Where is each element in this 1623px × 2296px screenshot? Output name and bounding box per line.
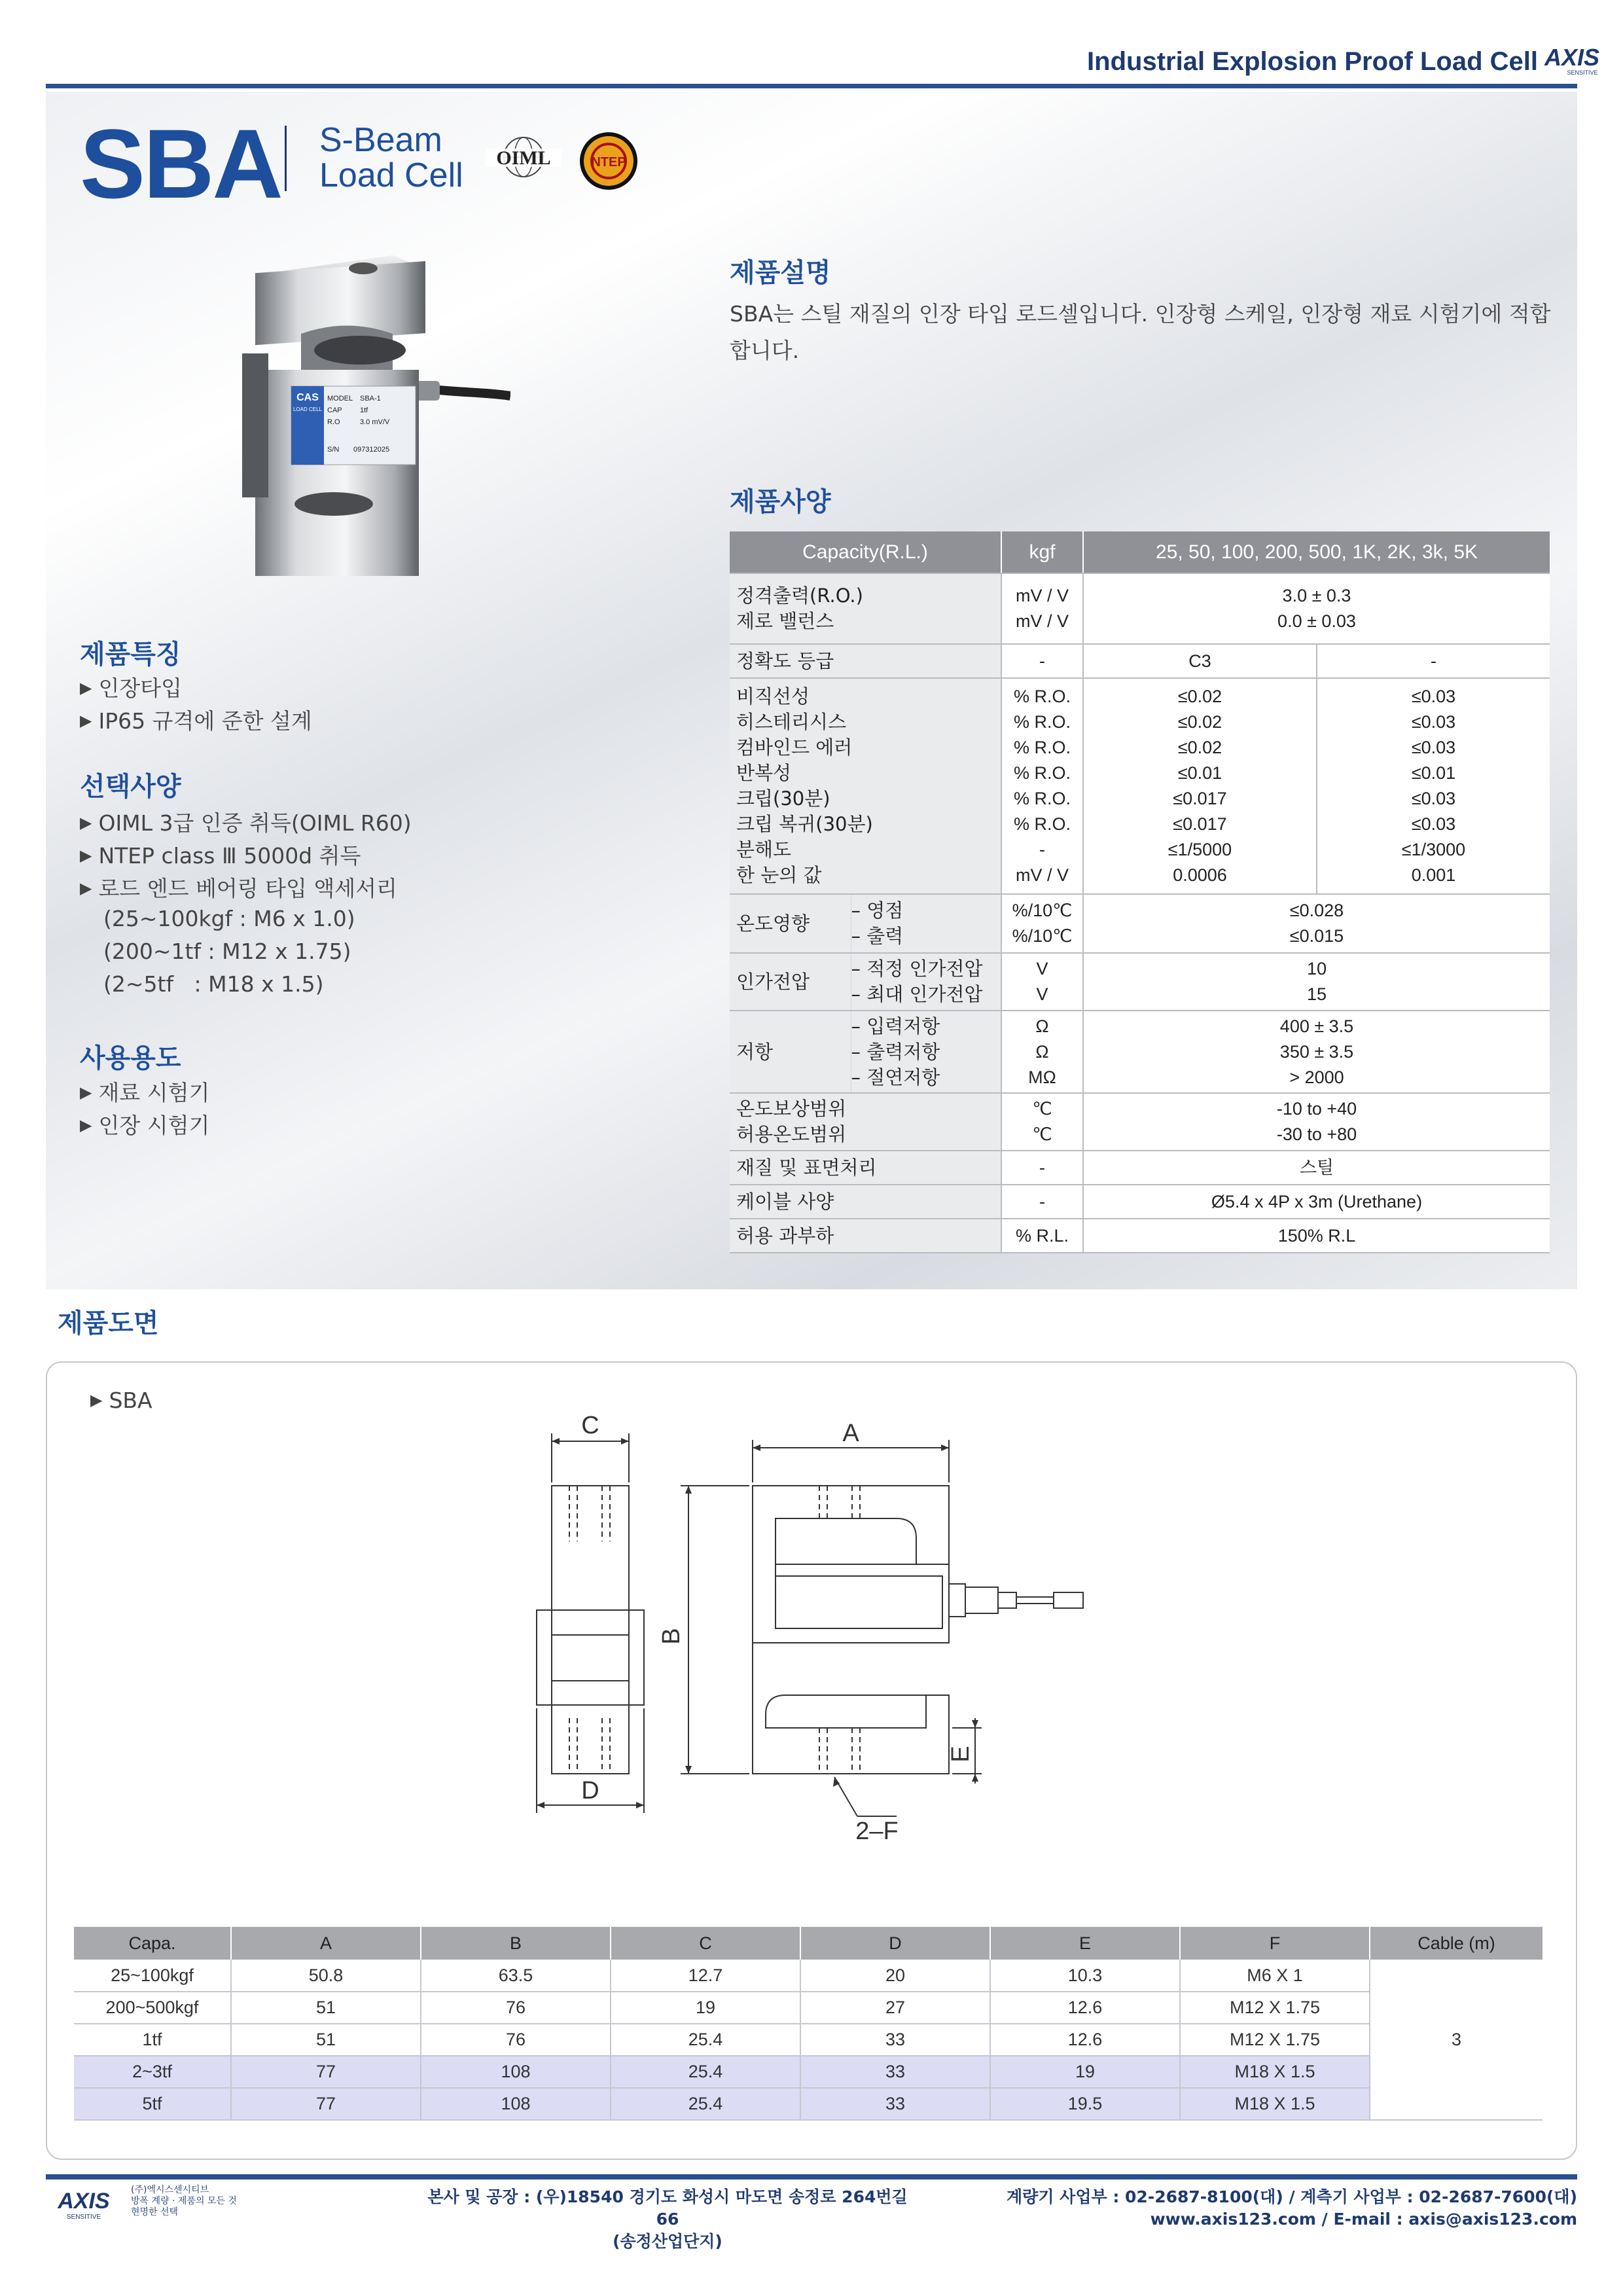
spec-sublabel: – 영점 – 출력 <box>851 894 1001 953</box>
dim-c-label: C <box>581 1412 599 1439</box>
dim-header: F <box>1180 1927 1370 1960</box>
spec-unit: %/10℃ %/10℃ <box>1001 894 1083 953</box>
dim-cell: 77 <box>231 2088 421 2120</box>
spec-unit: V V <box>1001 953 1083 1011</box>
spec-value: 400 ± 3.5 350 ± 3.5 > 2000 <box>1083 1011 1550 1093</box>
oiml-logo <box>484 131 563 183</box>
spec-label: 저항 <box>730 1011 851 1093</box>
dim-cell: 20 <box>800 1960 990 1992</box>
spec-label: 정격출력(R.O.) 제로 밸런스 <box>730 573 1001 644</box>
dim-cell: 50.8 <box>231 1960 421 1992</box>
dim-a-label: A <box>842 1420 859 1447</box>
spec-label: 정확도 등급 <box>730 644 1001 678</box>
dim-header: B <box>421 1927 611 1960</box>
dim-row <box>74 2056 1543 2088</box>
spec-sublabel: – 입력저항 – 출력저항 – 절연저항 <box>851 1011 1001 1093</box>
spec-heading: 제품사양 <box>730 487 831 517</box>
spec-value: Ø5.4 x 4P x 3m (Urethane) <box>1083 1185 1550 1219</box>
dim-cell: 12.6 <box>990 1992 1180 2024</box>
option-item: ▶ NTEP class Ⅲ 5000d 취득 <box>80 843 361 869</box>
option-subitem: (2~5tf : M18 x 1.5) <box>103 971 324 997</box>
description-text: SBA는 스틸 재질의 인장 타입 로드셀입니다. 인장형 스케일, 인장형 재료 시험기에 적합합니다. <box>730 301 1551 363</box>
oiml-logo-text: OIML <box>496 147 551 169</box>
footer-logo-sub: SENSITIVE <box>66 2214 101 2221</box>
photo-label-cap-val: 1tf <box>360 406 368 414</box>
spec-unit: - <box>1001 1185 1083 1219</box>
top-rule <box>46 84 1577 88</box>
spec-value: C3 <box>1083 644 1317 678</box>
spec-sublabel: – 적정 인가전압 – 최대 인가전압 <box>851 953 1001 1011</box>
spec-value: ≤0.028 ≤0.015 <box>1083 894 1550 953</box>
spec-label: 허용 과부하 <box>730 1219 1001 1253</box>
dim-cell: 33 <box>800 2088 990 2120</box>
dim-cell: 77 <box>231 2056 421 2088</box>
product-photo <box>229 255 510 589</box>
spec-value: -10 to +40 -30 to +80 <box>1083 1093 1550 1151</box>
spec-row <box>730 678 1550 894</box>
spec-header-capacity: Capacity(R.L.) <box>730 531 1001 573</box>
photo-label-sn-key: S/N <box>327 446 340 454</box>
subtitle-line2: Load Cell <box>319 156 463 194</box>
axis-logo-sub: SENSITIVE <box>1567 69 1598 76</box>
dim-cell: 63.5 <box>421 1960 611 1992</box>
ntep-logo <box>577 130 640 192</box>
dim-cell: 19 <box>990 2056 1180 2088</box>
spec-unit: ℃ ℃ <box>1001 1093 1083 1151</box>
options-heading: 선택사양 <box>80 772 181 802</box>
dimension-table <box>74 1927 1543 2121</box>
dim-cell: 76 <box>421 1992 611 2024</box>
dim-cell: 51 <box>231 2024 421 2056</box>
dim-cell: 27 <box>800 1992 990 2024</box>
feature-item: ▶ IP65 규격에 준한 설계 <box>80 708 312 734</box>
footer-axis-logo <box>46 2186 124 2225</box>
spec-row <box>730 1093 1550 1151</box>
title-divider <box>285 126 287 191</box>
dim-cell: 10.3 <box>990 1960 1180 1992</box>
spec-row <box>730 573 1550 644</box>
dim-header: Cable (m) <box>1370 1927 1543 1960</box>
spec-row <box>730 1151 1550 1185</box>
dim-cell: M6 X 1 <box>1180 1960 1370 1992</box>
spec-value: 10 15 <box>1083 953 1550 1011</box>
spec-unit: Ω Ω MΩ <box>1001 1011 1083 1093</box>
usage-heading: 사용용도 <box>80 1043 181 1073</box>
dim-header: C <box>611 1927 800 1960</box>
triangle-bullet-icon: ▶ <box>80 879 92 897</box>
photo-label-sn-val: 097312025 <box>353 446 390 454</box>
triangle-bullet-icon: ▶ <box>80 711 92 730</box>
spec-label: 인가전압 <box>730 953 851 1011</box>
spec-unit: % R.L. <box>1001 1219 1083 1253</box>
ntep-logo-text: NTEP <box>591 155 626 170</box>
dim-cell: 19 <box>611 1992 800 2024</box>
dim-cell: 25.4 <box>611 2088 800 2120</box>
spec-value: 3.0 ± 0.3 0.0 ± 0.03 <box>1083 573 1550 644</box>
dim-cell: 25.4 <box>611 2024 800 2056</box>
spec-row <box>730 1219 1550 1253</box>
dim-f-label: 2–F <box>855 1818 899 1845</box>
dim-cell: 51 <box>231 1992 421 2024</box>
feature-item: ▶ 인장타입 <box>80 675 182 701</box>
drawing-label: ▶ SBA <box>90 1388 152 1413</box>
dim-e-label: E <box>947 1746 974 1763</box>
spec-value: 150% R.L <box>1083 1219 1550 1253</box>
company-tagline: 방폭 계량 · 제품의 모든 것 <box>131 2196 237 2206</box>
dim-header: A <box>231 1927 421 1960</box>
dim-cell: 108 <box>421 2056 611 2088</box>
spec-header-unit: kgf <box>1001 531 1083 573</box>
web-email-line[interactable]: www.axis123.com / E-mail : axis@axis123.com <box>1150 2210 1577 2229</box>
spec-unit: - <box>1001 644 1083 678</box>
spec-row <box>730 1185 1550 1219</box>
dim-cell: 12.6 <box>990 2024 1180 2056</box>
dim-cell: 5tf <box>74 2088 231 2120</box>
dim-cell: M18 X 1.5 <box>1180 2088 1370 2120</box>
option-subitem: (25~100kgf : M6 x 1.0) <box>103 906 355 931</box>
address-line: (송정산업단지) <box>613 2232 722 2251</box>
option-item: ▶ 로드 엔드 베어링 타입 액세서리 <box>80 876 397 901</box>
dim-b-label: B <box>658 1628 685 1645</box>
dim-cell: M12 X 1.75 <box>1180 1992 1370 2024</box>
triangle-bullet-icon: ▶ <box>90 1391 103 1409</box>
spec-value: 스틸 <box>1083 1151 1550 1185</box>
address-line: 본사 및 공장 : (우)18540 경기도 화성시 마도면 송정로 264번길 66 <box>427 2187 908 2229</box>
dim-header: D <box>800 1927 990 1960</box>
spec-label: 재질 및 표면처리 <box>730 1151 1001 1185</box>
spec-unit: mV / V mV / V <box>1001 573 1083 644</box>
spec-unit: - <box>1001 1151 1083 1185</box>
dim-cable-cell: 3 <box>1370 1960 1543 2120</box>
spec-label: 온도영향 <box>730 894 851 953</box>
spec-header-row <box>730 531 1550 573</box>
dim-cell: 76 <box>421 2024 611 2056</box>
dim-header: E <box>990 1927 1180 1960</box>
option-item: ▶ OIML 3급 인증 취득(OIML R60) <box>80 810 412 836</box>
footer-contact <box>1007 2186 1577 2231</box>
dim-cell: 200~500kgf <box>74 1992 231 2024</box>
spec-unit: % R.O. % R.O. % R.O. % R.O. % R.O. % R.O. - mV / V <box>1001 678 1083 894</box>
spec-table <box>730 531 1550 1253</box>
spec-row <box>730 953 1550 1011</box>
company-name: (주)엑시스센시티브 <box>131 2185 209 2195</box>
dim-cell: M12 X 1.75 <box>1180 2024 1370 2056</box>
photo-label-ro-key: R.O <box>327 418 340 426</box>
dim-cell: 2~3tf <box>74 2056 231 2088</box>
dim-cell: M18 X 1.5 <box>1180 2056 1370 2088</box>
footer-company <box>131 2185 237 2218</box>
spec-label: 비직선성 히스테리시스 컴바인드 에러 반복성 크립(30분) 크립 복귀(30분) 분해도 한 눈의 값 <box>730 678 1001 894</box>
spec-label: 온도보상범위 허용온도범위 <box>730 1093 1001 1151</box>
axis-logo <box>1539 39 1605 82</box>
features-heading: 제품특징 <box>80 639 181 670</box>
photo-label-brand: CAS <box>296 392 319 403</box>
dim-row <box>74 1960 1543 1992</box>
spec-row <box>730 894 1550 953</box>
photo-label-model-val: SBA-1 <box>360 395 381 403</box>
footer-address <box>419 2186 916 2253</box>
spec-row <box>730 644 1550 678</box>
photo-label-type: LOAD CELL <box>293 406 323 412</box>
triangle-bullet-icon: ▶ <box>80 814 92 832</box>
dim-header: Capa. <box>74 1927 231 1960</box>
subtitle-line1: S-Beam <box>319 121 442 159</box>
dim-cell: 19.5 <box>990 2088 1180 2120</box>
axis-logo-text: AXIS <box>1544 44 1600 71</box>
dim-d-label: D <box>581 1777 599 1804</box>
bottom-rule <box>46 2174 1577 2179</box>
dim-cell: 33 <box>800 2056 990 2088</box>
dim-cell: 33 <box>800 2024 990 2056</box>
spec-value: ≤0.02 ≤0.02 ≤0.02 ≤0.01 ≤0.017 ≤0.017 ≤1/5000 0.0006 <box>1083 678 1317 894</box>
dim-cell: 25~100kgf <box>74 1960 231 1992</box>
model-title: SBA <box>80 109 281 219</box>
photo-label-cap-key: CAP <box>327 406 342 414</box>
triangle-bullet-icon: ▶ <box>80 846 92 865</box>
spec-label: 케이블 사양 <box>730 1185 1001 1219</box>
spec-row <box>730 1011 1550 1093</box>
dim-cell: 108 <box>421 2088 611 2120</box>
description-heading: 제품설명 <box>730 258 831 288</box>
option-subitem: (200~1tf : M12 x 1.75) <box>103 939 351 964</box>
company-tagline2: 현명한 선택 <box>131 2207 179 2217</box>
phone-line: 계량기 사업부 : 02-2687-8100(대) / 계측기 사업부 : 02-2687-7600(대) <box>1007 2187 1577 2206</box>
dim-cell: 12.7 <box>611 1960 800 1992</box>
photo-label-model-key: MODEL <box>327 395 353 403</box>
triangle-bullet-icon: ▶ <box>80 679 92 697</box>
usage-item: ▶ 인장 시험기 <box>80 1113 210 1138</box>
technical-drawing <box>517 1407 1250 1892</box>
dim-row <box>74 2088 1543 2120</box>
photo-label-ro-val: 3.0 mV/V <box>360 418 390 426</box>
dim-cell: 25.4 <box>611 2056 800 2088</box>
dim-row <box>74 1992 1543 2024</box>
spec-value: - <box>1317 644 1550 678</box>
drawing-heading: 제품도면 <box>58 1308 159 1338</box>
dim-header-row <box>74 1927 1543 1960</box>
dim-cell: 1tf <box>74 2024 231 2056</box>
spec-value: ≤0.03 ≤0.03 ≤0.03 ≤0.01 ≤0.03 ≤0.03 ≤1/3000 0.001 <box>1317 678 1550 894</box>
triangle-bullet-icon: ▶ <box>80 1116 92 1134</box>
footer-logo-text: AXIS <box>58 2189 110 2214</box>
usage-item: ▶ 재료 시험기 <box>80 1080 210 1105</box>
header-title: Industrial Explosion Proof Load Cell <box>1087 46 1538 76</box>
dim-row <box>74 2024 1543 2056</box>
triangle-bullet-icon: ▶ <box>80 1083 92 1102</box>
spec-header-values: 25, 50, 100, 200, 500, 1K, 2K, 3k, 5K <box>1083 531 1550 573</box>
